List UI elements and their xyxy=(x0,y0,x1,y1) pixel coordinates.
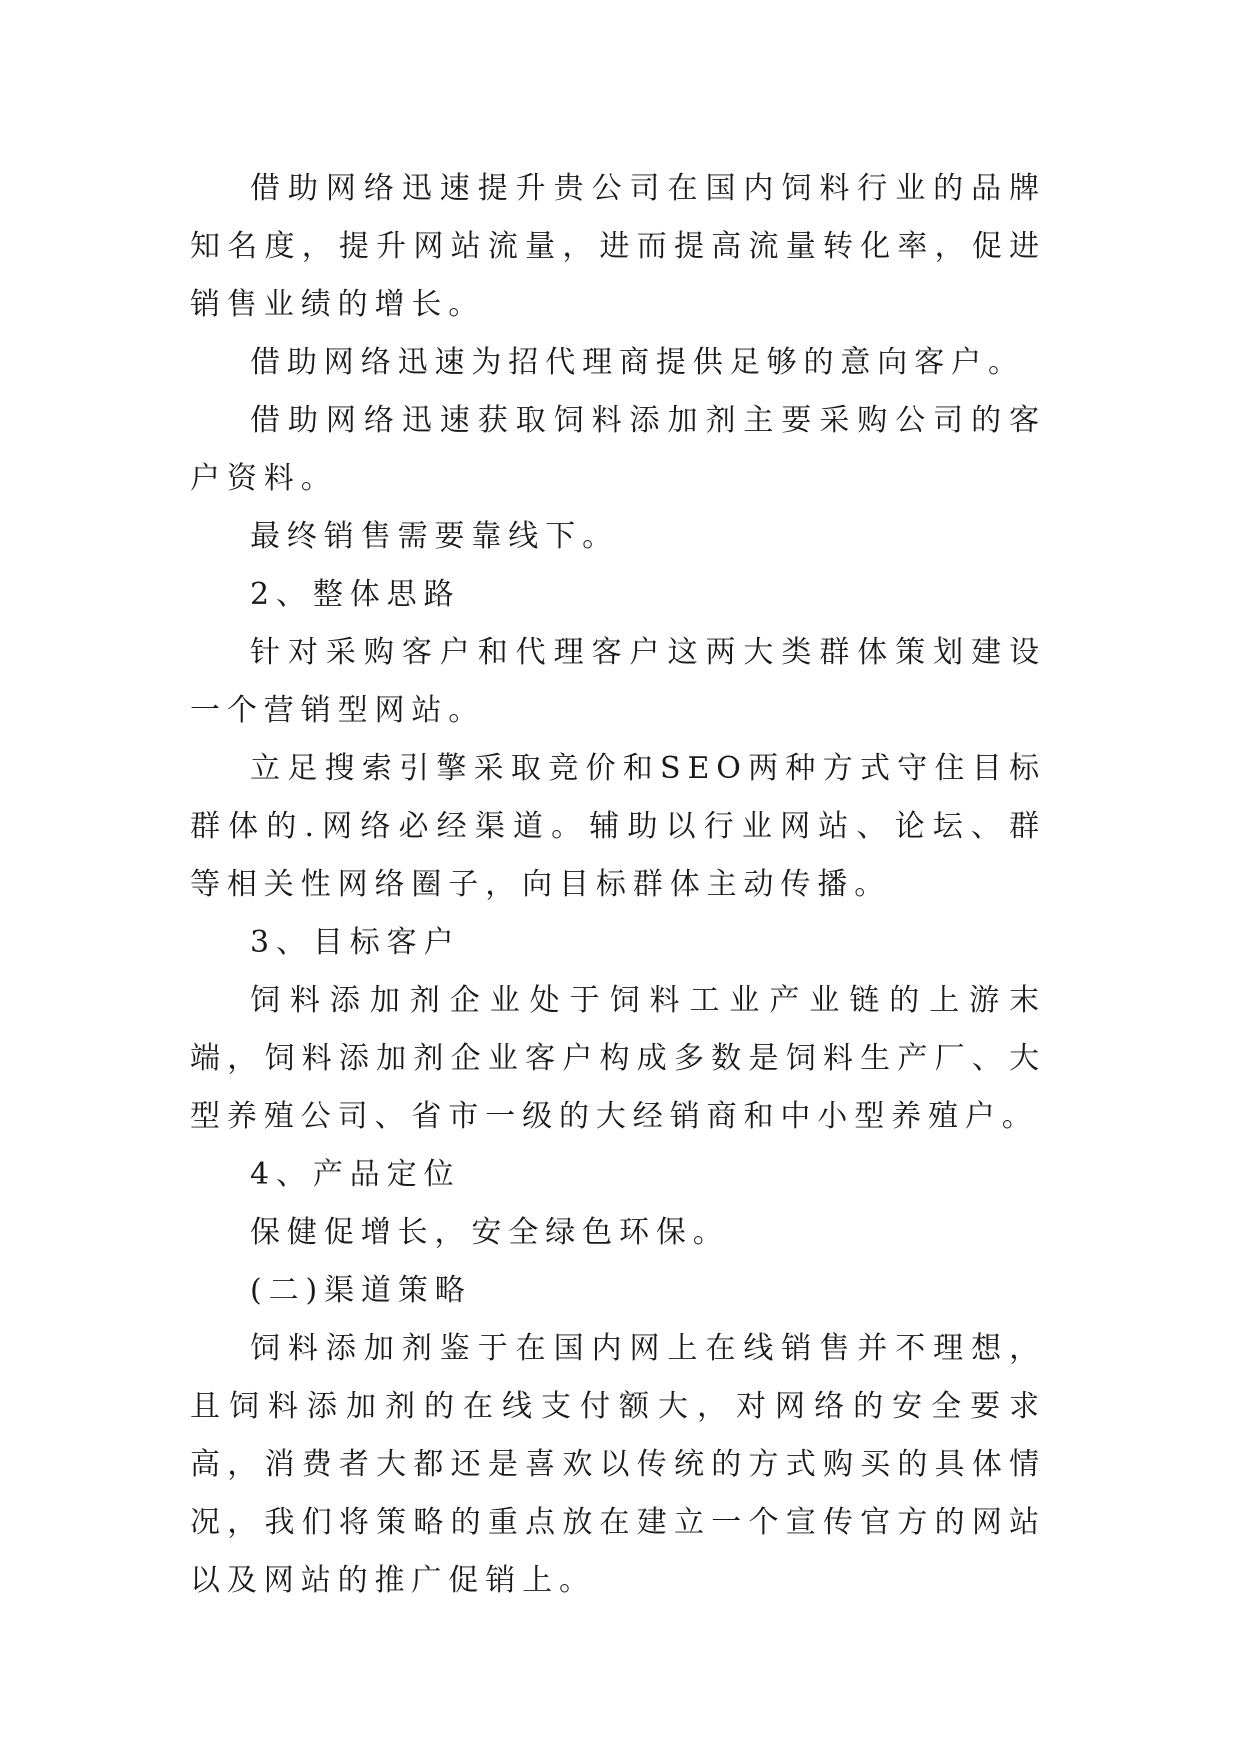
paragraph-agent-goal: 借助网络迅速为招代理商提供足够的意向客户。 xyxy=(250,345,1025,380)
paragraph-marketing-website: 针对采购客户和代理客户这两大类群体策划建设一个营销型网站。 xyxy=(190,635,1046,728)
section-heading-overall-approach: 2、整体思路 xyxy=(250,577,461,612)
paragraph-offline-sales: 最终销售需要靠线下。 xyxy=(250,519,619,554)
paragraph-customer-description: 饲料添加剂企业处于饲料工业产业链的上游末端，饲料添加剂企业客户构成多数是饲料生产厂、大型养殖公司、省市一级的大经销商和中小型养殖户。 xyxy=(190,983,1046,1134)
paragraph-customer-data-goal: 借助网络迅速获取饲料添加剂主要采购公司的客户资料。 xyxy=(190,403,1046,496)
paragraph-positioning: 保健促增长，安全绿色环保。 xyxy=(250,1215,730,1250)
paragraph-search-engine-strategy: 立足搜索引擎采取竞价和SEO两种方式守住目标群体的.网络必经渠道。辅助以行业网站、论坛、群等相关性网络圈子，向目标群体主动传播。 xyxy=(190,751,1046,902)
paragraph-channel-strategy: 饲料添加剂鉴于在国内网上在线销售并不理想，且饲料添加剂的在线支付额大，对网络的安全要求高，消费者大都还是喜欢以传统的方式购买的具体情况，我们将策略的重点放在建立一个宣传官方的网站以及网站的推广促销上。 xyxy=(190,1331,1046,1598)
document-body xyxy=(190,160,1046,1610)
section-heading-channel-strategy: (二)渠道策略 xyxy=(250,1273,472,1308)
section-heading-product-positioning: 4、产品定位 xyxy=(250,1157,461,1192)
section-heading-target-customers: 3、目标客户 xyxy=(250,925,461,960)
paragraph-brand-goal: 借助网络迅速提升贵公司在国内饲料行业的品牌知名度，提升网站流量，进而提高流量转化率，促进销售业绩的增长。 xyxy=(190,171,1046,322)
